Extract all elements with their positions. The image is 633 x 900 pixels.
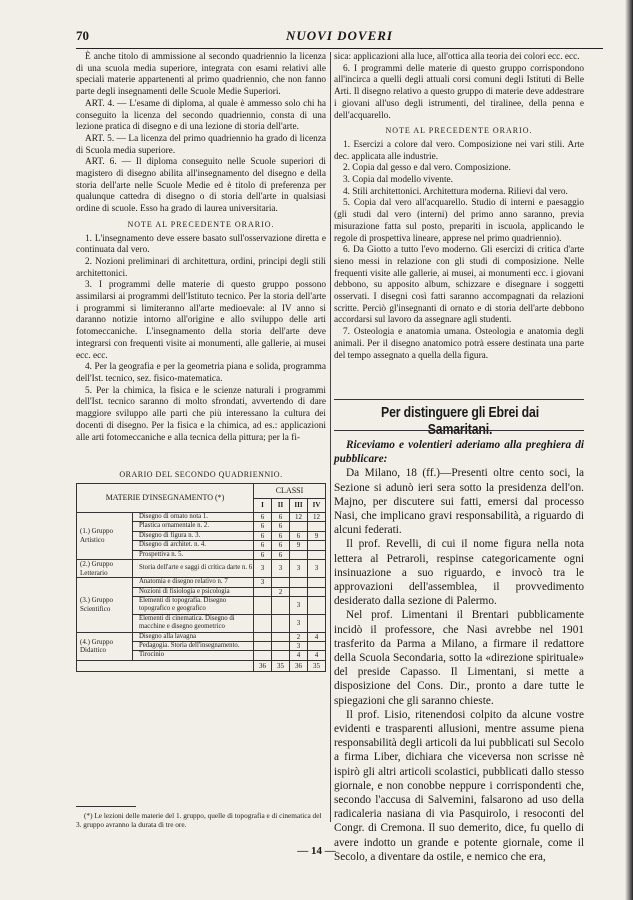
group-name: (4.) Gruppo Didattico (77, 632, 133, 660)
total-cell: 35 (272, 660, 290, 671)
hours-cell (308, 597, 326, 615)
hours-cell: 3 (254, 578, 272, 587)
hours-cell: 3 (290, 642, 308, 651)
left-column (76, 52, 326, 472)
note: 1. Esercizi a colore dal vero. Composizione nei vari stili. Arte dec. applicata alle industrie. (334, 139, 584, 162)
year-header: IV (308, 498, 326, 512)
hours-cell (254, 632, 272, 641)
hours-cell: 3 (290, 614, 308, 632)
hours-cell: 6 (254, 531, 272, 540)
subject-name: Elementi di cinematica. Disegno di macchine e disegno geometrico (133, 614, 254, 632)
page-edge-shadow (625, 0, 633, 900)
subject-name: Disegno di figura n. 3. (133, 531, 254, 540)
hours-cell: 4 (308, 632, 326, 641)
total-cell: 36 (254, 660, 272, 671)
table-row (77, 578, 326, 587)
table-row (77, 513, 326, 522)
hours-cell (272, 632, 290, 641)
subject-name: Tirocinio (133, 651, 254, 660)
table-row (77, 560, 326, 578)
paragraph: ART. 6. — Il diploma conseguito nelle Scuole superiori di magistero di disegno abilita all'insegnamento del disegno e della storia dell'arte nelle Scuole Medie ed è titolo di preferenza per qualunque cattedra di disegno o di storia dell'arte in qualsiasi ordine di scuole. Esso ha grado di laurea universitaria. (76, 157, 326, 215)
hours-cell: 12 (308, 513, 326, 522)
hours-cell (308, 550, 326, 559)
hours-cell (254, 651, 272, 660)
subject-name: Elementi di topografia. Disegno topografico e geografico (133, 597, 254, 615)
article-paragraph: Nel prof. Limentani il Brentari pubblicamente incidò il professore, che Nasi avrebbe nel 1901 trasferito da Parma a Milano, a firmare il redattore della Scuola Secondaria, sotto la «direzione spirituale» del preside Capasso. Il Limentani, si mette a disposizione del Cons. Dir., pronto a dare tutte le spiegazioni che gli saranno chieste. (334, 609, 584, 707)
hours-cell (308, 614, 326, 632)
hours-cell (272, 597, 290, 615)
hours-cell: 12 (290, 513, 308, 522)
hours-cell: 3 (290, 560, 308, 578)
article-paragraph: Il prof. Lisio, ritenendosi colpito da alcune vostre evidenti e trasparenti allusioni, mentre assume piena responsabilità degli articoli da lui pubblicati sul Secolo a firma Liber, dichiara che viceversa non scrisse nè ispirò gli altri articoli scolastici, pubblicati dallo stesso giornale, e non conobbe neppure i corrispondenti che, secondo l'accusa di Salvemini, falsarono ad uso della radicaleria nasiana di via Pasquirolo, i resoconti del Congr. di Cremona. Il suo demerito, dice, fu quello di avere indotto un grande e potente giornale, come il Secolo, a diventare da ostile, e nemico che era, (334, 708, 584, 863)
subject-name: Anatomia e disegno relativo n. 7 (133, 578, 254, 587)
note: 1. L'insegnamento deve essere basato sull'osservazione diretta e continuata dal vero. (76, 233, 326, 256)
table-row (77, 632, 326, 641)
note: 5. Per la chimica, la fisica e le scienze naturali i programmi dell'Ist. tecnico saranno di molto sfrondati, avvertendo di dare maggiore sviluppo alle parti che più interessano la cultura dei docenti di disegno. Per la fisica e la chimica, ad es.: applicazioni alle arti fotomeccaniche e alla tecnica della pittura; per la fi- (76, 385, 326, 443)
footnote: (*) Le lezioni delle materie del 1. gruppo, quelle di topografia e di cinematica del 3. gruppo avranno la durata di tre ore. (76, 811, 322, 829)
hours-cell (254, 642, 272, 651)
hours-cell: 9 (290, 541, 308, 550)
article-paragraph: Il prof. Revelli, di cui il nome figura nella nota lettera al Petraroli, respinse categoricamente ogni insinuazione a suo riguardo, e invocò tra le approvazioni dell'assemblea, il provvedimento desiderato dalla sezione di Palermo. (334, 538, 584, 608)
subject-name: Disegno di architet. n. 4. (133, 541, 254, 550)
running-title: NUOVI DOVERI (286, 28, 393, 43)
hours-cell (308, 587, 326, 596)
table-header-subjects: MATERIE D'INSEGNAMENTO (*) (77, 484, 254, 513)
hours-cell (308, 522, 326, 531)
hours-cell: 3 (290, 597, 308, 615)
hours-cell (254, 587, 272, 596)
hours-cell (272, 614, 290, 632)
note: 2. Nozioni preliminari di architettura, ordini, principi degli stili architettonici. (76, 256, 326, 279)
hours-cell: 6 (272, 531, 290, 540)
note: 3. Copia dal modello vivente. (343, 175, 453, 186)
subject-name: Plastica ornamentale n. 2. (133, 522, 254, 531)
note: 4. Per la geografia e per la geometria piana e solida, programma dell'Ist. tecnico, sez. fisico-matematica. (76, 362, 326, 384)
article (334, 438, 584, 864)
subject-name: Prospettiva n. 5. (133, 550, 254, 559)
hours-cell (308, 642, 326, 651)
section-rule-bottom (334, 430, 584, 431)
hours-cell (308, 541, 326, 550)
note: 7. Osteologia e anatomia umana. Osteologia e anatomia degli animali. Per il disegno anatomico potrà essere destinata una parte del tempo assegnato a quella della figura. (334, 327, 584, 361)
hours-cell: 6 (254, 522, 272, 531)
hours-cell: 2 (290, 632, 308, 641)
hours-cell: 9 (308, 531, 326, 540)
table-title: ORARIO DEL SECONDO QUADRIENNIO. (119, 470, 283, 479)
total-cell: 36 (290, 660, 308, 671)
hours-cell: 6 (254, 541, 272, 550)
page-number: 70 (76, 28, 89, 43)
group-name: (2.) Gruppo Letterario (77, 560, 133, 578)
hours-cell: 6 (272, 513, 290, 522)
hours-cell (254, 614, 272, 632)
note: 2. Copia dal gesso e dal vero. Composizione. (343, 163, 511, 174)
total-cell: 35 (308, 660, 326, 671)
hours-cell: 3 (308, 560, 326, 578)
hours-cell: 6 (272, 541, 290, 550)
hours-cell (290, 578, 308, 587)
year-header: III (290, 498, 308, 512)
hours-cell (254, 597, 272, 615)
right-column (334, 52, 584, 362)
section-rule-top (334, 399, 584, 400)
table-header-classi: CLASSI (254, 484, 326, 499)
notes-heading: NOTE AL PRECEDENTE ORARIO. (127, 219, 275, 229)
hours-cell (290, 550, 308, 559)
hours-cell (308, 578, 326, 587)
page-footer-number: — 14 — (297, 845, 336, 857)
article-intro: Riceviamo e volentieri aderiamo alla preghiera di pubblicare: (334, 439, 584, 466)
hours-cell (290, 587, 308, 596)
hours-cell: 4 (290, 651, 308, 660)
hours-cell: 6 (272, 522, 290, 531)
paragraph: sica: applicazioni alla luce, all'ottica alla teoria dei colori ecc. ecc. (334, 52, 580, 62)
table-body (77, 513, 326, 661)
hours-cell: 3 (272, 560, 290, 578)
group-name: (3.) Gruppo Scientifico (77, 578, 133, 632)
hours-cell: 3 (254, 560, 272, 578)
hours-cell (272, 642, 290, 651)
note: 5. Copia dal vero all'acquarello. Studio di interni e paesaggio (gli studi dal vero (interni) del primo anno saranno, previa misurazione fatta sul posto, prepariti in iscuola, applicando le regole di prospettiva lineare, apprese nel primo quadriennio). (334, 198, 584, 244)
paragraph: ART. 4. — L'esame di diploma, al quale è ammesso solo chi ha conseguito la licenza del secondo quadriennio, consta di una lezione pratica di disegno e di una lezione di storia dell'arte. (76, 98, 326, 133)
paragraph: 6. I programmi delle materie di questo gruppo corrispondono all'incirca a quelli degli attuali corsi comuni degli Istituti di Belle Arti. Il disegno relativo a questo gruppo di materie deve addestrare i giovani all'uso degli istrumenti, del tiralinee, della penna e dell'acquarello. (334, 63, 584, 121)
paragraph: È anche titolo di ammissione al secondo quadriennio la licenza di una scuola media superiore, integrata con esami relativi alle speciali materie appartenenti al primo quadriennio, che non fanno parte degli insegnamenti delle Scuole Medie Superiori. (76, 52, 326, 98)
subject-name: Pedagogia. Storia dell'insegnamento. (133, 642, 254, 651)
hours-cell: 4 (308, 651, 326, 660)
column-divider (330, 52, 331, 822)
year-header: II (272, 498, 290, 512)
note: 4. Stili architettonici. Architettura moderna. Rilievi dal vero. (343, 186, 568, 197)
note: 6. Da Giotto a tutto l'evo moderno. Gli esercizi di critica d'arte sieno messi in relazione con gli studi di composizione. Nelle frequenti visite alle gallerie, ai musei, ai monumenti ecc. i giovani debbono, su apposito album, schizzare e disegnare i soggetti osservati. I disegni così fatti saranno accompagnati da relazioni scritte. Perciò gl'insegnanti di ornato e di storia dell'arte debbono accordarsi sul lavoro da assegnare agli studenti. (334, 245, 584, 326)
paragraph: ART. 5. — La licenza del primo quadriennio ha grado di licenza di Scuola media superiore. (76, 133, 326, 156)
article-paragraph: Da Milano, 18 (ff.)—Presenti oltre cento soci, la Sezione si adunò ieri sera sotto la presidenza dell'on. Majno, per discutere sui fatti, emersi dal processo Nasi, che implicano gravi responsabilità, a riguardo di alcuni federati. (334, 467, 584, 537)
notes-heading: NOTE AL PRECEDENTE ORARIO. (385, 126, 533, 136)
note: 3. I programmi delle materie di questo gruppo possono assimilarsi ai programmi dell'Istituto tecnico. Per la storia dell'arte i programmi si limiteranno all'arte medioevale: al IV anno si daranno notizie intorno all'origine e allo sviluppo delle arti fotomeccaniche. L'insegnamento della storia dell'arte deve integrarsi con frequenti visite ai monumenti, alle gallerie, ai musei ecc. ecc. (76, 280, 326, 361)
hours-cell: 6 (254, 513, 272, 522)
group-name: (1.) Gruppo Artistico (77, 513, 133, 560)
year-header: I (254, 498, 272, 512)
footnote-rule (76, 806, 136, 807)
subject-name: Disegno di ornato nota 1. (133, 513, 254, 522)
hours-cell: 6 (272, 550, 290, 559)
subject-name: Disegno alla lavagna (133, 632, 254, 641)
hours-cell: 2 (272, 587, 290, 596)
section-banner: Per distinguere gli Ebrei dai Samaritani. (381, 404, 539, 438)
page-header (76, 28, 603, 49)
hours-cell: 6 (290, 531, 308, 540)
subject-name: Storia dell'arte e saggi di critica darte n. 6 (133, 560, 254, 578)
hours-cell: 6 (254, 550, 272, 559)
hours-cell (272, 578, 290, 587)
subject-name: Nozioni di fisiologia e psicologia (133, 587, 254, 596)
hours-cell (272, 651, 290, 660)
schedule-table (76, 483, 326, 672)
hours-cell (290, 522, 308, 531)
